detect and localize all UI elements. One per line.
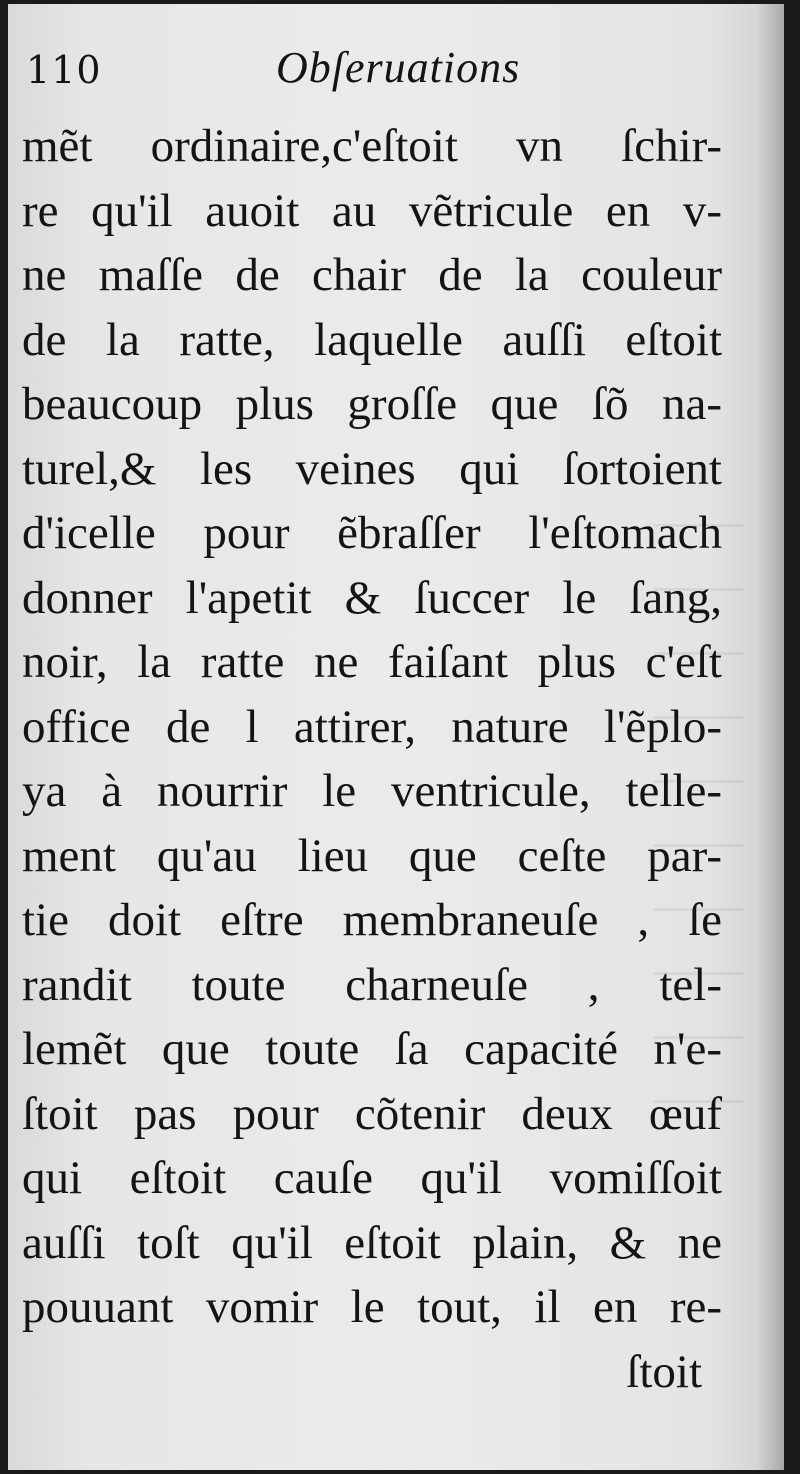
- text-line: turel,& les veines qui ſortoient: [22, 442, 722, 495]
- text-line: qui eſtoit cauſe qu'il vomiſſoit: [22, 1152, 722, 1204]
- text-line: beaucoup plus groſſe que ſõ na-: [22, 378, 722, 430]
- book-page: [8, 4, 784, 1470]
- text-line: office de l attirer, nature l'ẽplo-: [22, 700, 722, 753]
- text-line: d'icelle pour ẽbraſſer l'eſtomach: [22, 507, 722, 559]
- running-head: [26, 42, 694, 102]
- text-line: randit toute charneuſe , tel-: [22, 958, 722, 1011]
- text-line: ne maſſe de chair de la couleur: [22, 249, 722, 301]
- text-line: ſtoit pas pour cõtenir deux œuf: [22, 1087, 722, 1140]
- text-line: auſſi toſt qu'il eſtoit plain, & ne: [22, 1216, 722, 1269]
- catchword: ſtoit: [626, 1345, 702, 1398]
- text-line: tie doit eſtre membraneuſe , ſe: [22, 894, 722, 946]
- text-line: ya à nourrir le ventricule, telle-: [22, 765, 722, 817]
- page-number: 110: [26, 48, 102, 92]
- running-title: Obſeruations: [276, 43, 521, 92]
- text-line: de la ratte, laquelle auſſi eſtoit: [22, 313, 722, 366]
- body-text: [22, 114, 722, 1404]
- text-line: noir, la ratte ne faiſant plus c'eſt: [22, 636, 722, 688]
- text-line: re qu'il auoit au vẽtricule en v-: [22, 184, 722, 237]
- text-line: lemẽt que toute ſa capacité n'e-: [22, 1023, 722, 1075]
- text-line: mẽt ordinaire,c'eſtoit vn ſchir-: [22, 120, 722, 172]
- text-line: ment qu'au lieu que ceſte par-: [22, 829, 722, 882]
- text-line: donner l'apetit & ſuccer le ſang,: [22, 571, 722, 624]
- text-line: pouuant vomir le tout, il en re-: [22, 1281, 722, 1333]
